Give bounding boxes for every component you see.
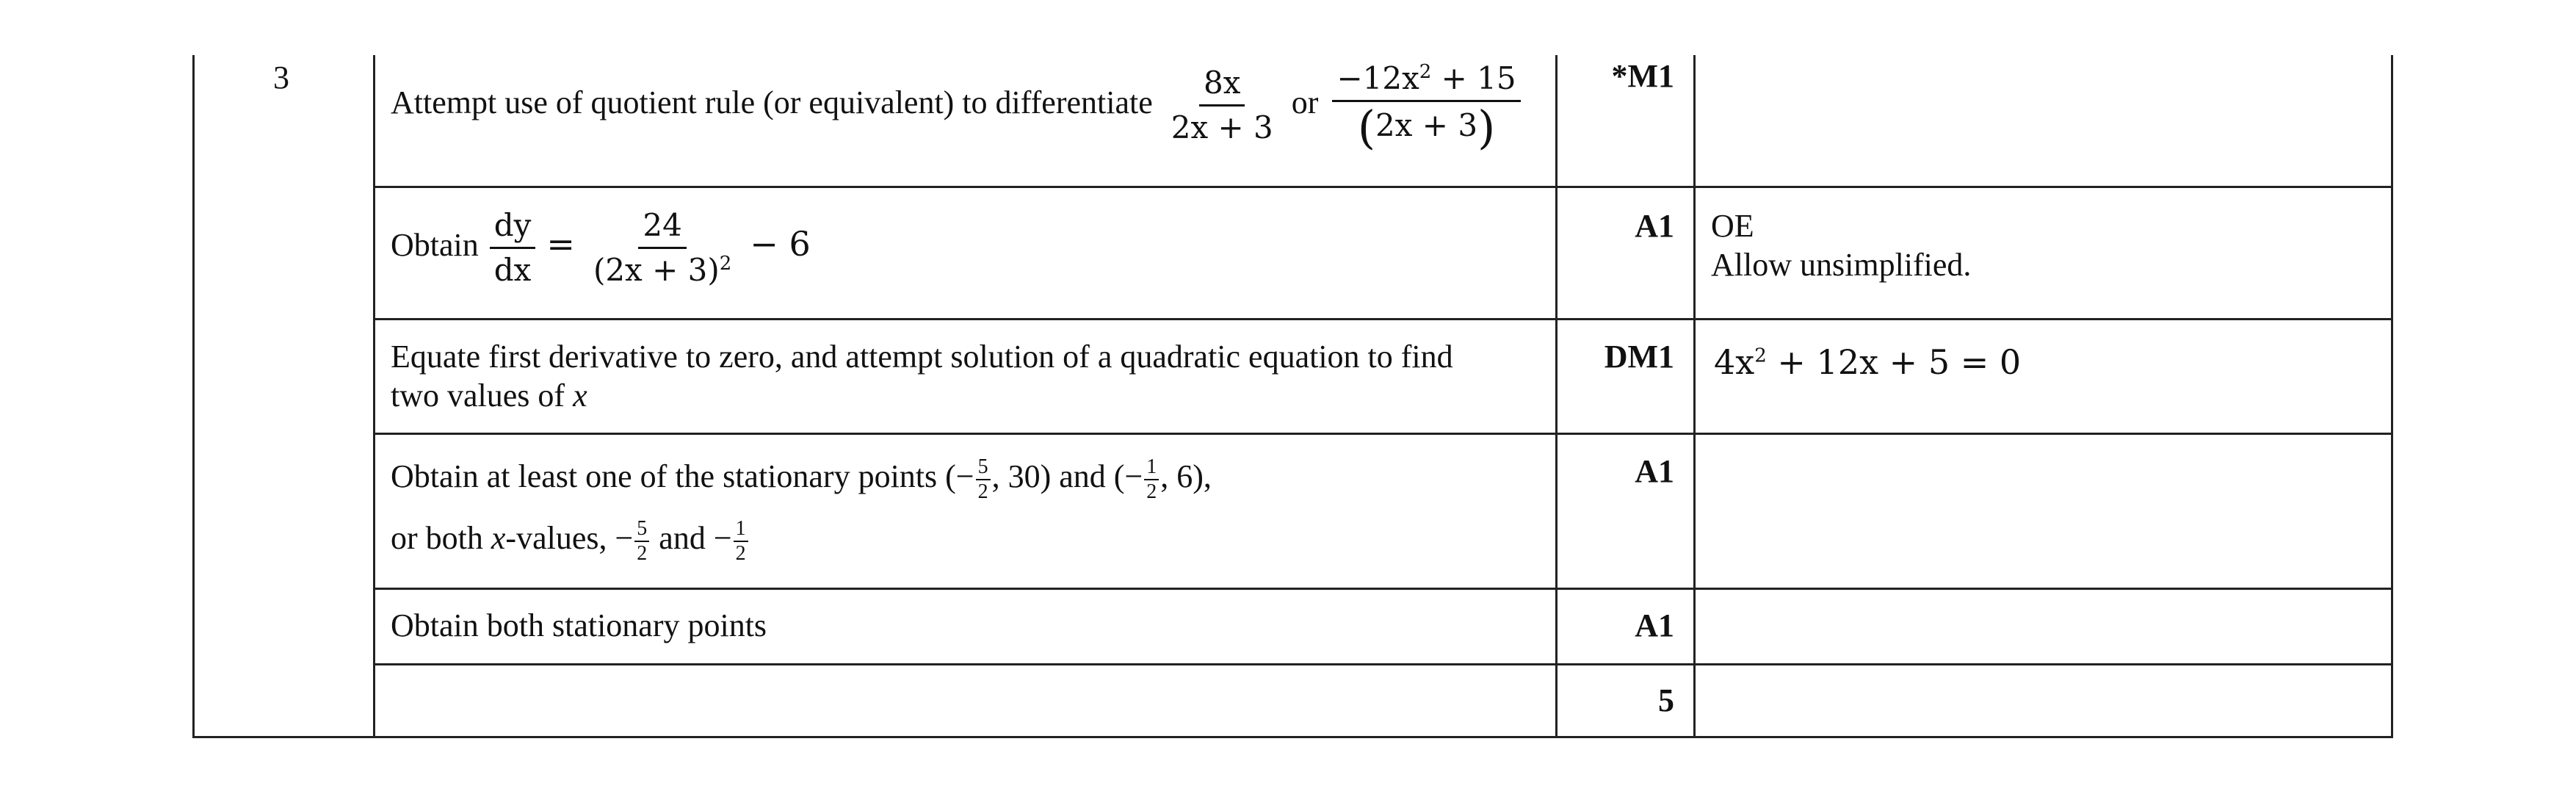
fraction-8x-over-2x-plus-3 [1167,65,1278,147]
row-1-mark: *M1 [1611,58,1674,94]
fraction-denominator: 2x + 3 [1171,109,1273,146]
guidance-oe: OE [1711,208,1754,244]
row-5-answer: Obtain both stationary points [391,607,767,643]
fraction-denominator: (2x + 3) [1357,101,1496,155]
row-2-mark: A1 [1635,208,1674,244]
row-4-line-2: or both x-values, − $\frac{5}{2}$ and − $\frac{1}{2}$ [391,519,1212,564]
fraction-denominator: dx [493,252,532,289]
row-3-answer [391,338,1453,416]
row-divider-1 [373,186,2393,188]
question-number: 3 [273,59,289,95]
fraction-numerator: 24 [638,207,686,249]
fraction-one-half: $\frac{1}{2}$ [1144,457,1159,502]
row-3-mark: DM1 [1604,339,1674,375]
fraction-numerator: dy [490,207,536,249]
row-4-line-1: Obtain at least one of the stationary points (− $\frac{5}{2}$ , 30) and (− $\frac{1}{2}$ , 6), [391,455,1212,503]
row-divider-3 [373,433,2393,435]
total-marks: 5 [1658,682,1674,718]
row-5-mark: A1 [1635,607,1674,643]
row-4-mark: A1 [1635,453,1674,489]
table-right-border [2391,55,2393,738]
row-3-line-1: Equate first derivative to zero, and attempt solution of a quadratic equation to find [391,339,1453,375]
row-2-text: Obtain [391,226,479,263]
table-bottom-border [192,736,2393,738]
fraction-quadratic-over-linear [1332,60,1520,155]
row-4-answer [391,457,1212,564]
or-word: or [1291,84,1319,120]
derivative-dy-dx [490,207,536,289]
guidance-column-divider [1693,55,1696,738]
row-1-answer [391,60,1527,155]
question-column-divider [373,55,375,738]
row-divider-5 [373,663,2393,665]
row-divider-4 [373,588,2393,590]
table-left-border [192,55,195,738]
row-3-line-2: two values of x [391,377,587,414]
row-divider-2 [373,318,2393,320]
row-1-text: Attempt use of quotient rule (or equivalent) to differentiate [391,84,1153,120]
fraction-24-over-squared [589,207,736,289]
fraction-five-halves: $\frac{5}{2}$ [634,519,649,564]
row-2-guidance [1711,207,1971,285]
fraction-denominator: $(2x + 3)^2$ [593,252,732,289]
equals-sign: = [546,223,575,264]
row-2-answer [391,207,811,289]
fraction-one-half: $\frac{1}{2}$ [734,519,748,564]
minus-six: − 6 [750,223,811,264]
row-3-guidance-equation: $4x^2 + 12x + 5 = 0$ [1714,342,2022,382]
marks-column-divider [1555,55,1557,738]
fraction-numerator: $-12x^2 + 15$ [1332,60,1520,102]
fraction-numerator: 8x [1199,65,1245,107]
fraction-five-halves: $\frac{5}{2}$ [976,457,991,502]
guidance-allow-unsimplified: Allow unsimplified. [1711,246,1972,283]
